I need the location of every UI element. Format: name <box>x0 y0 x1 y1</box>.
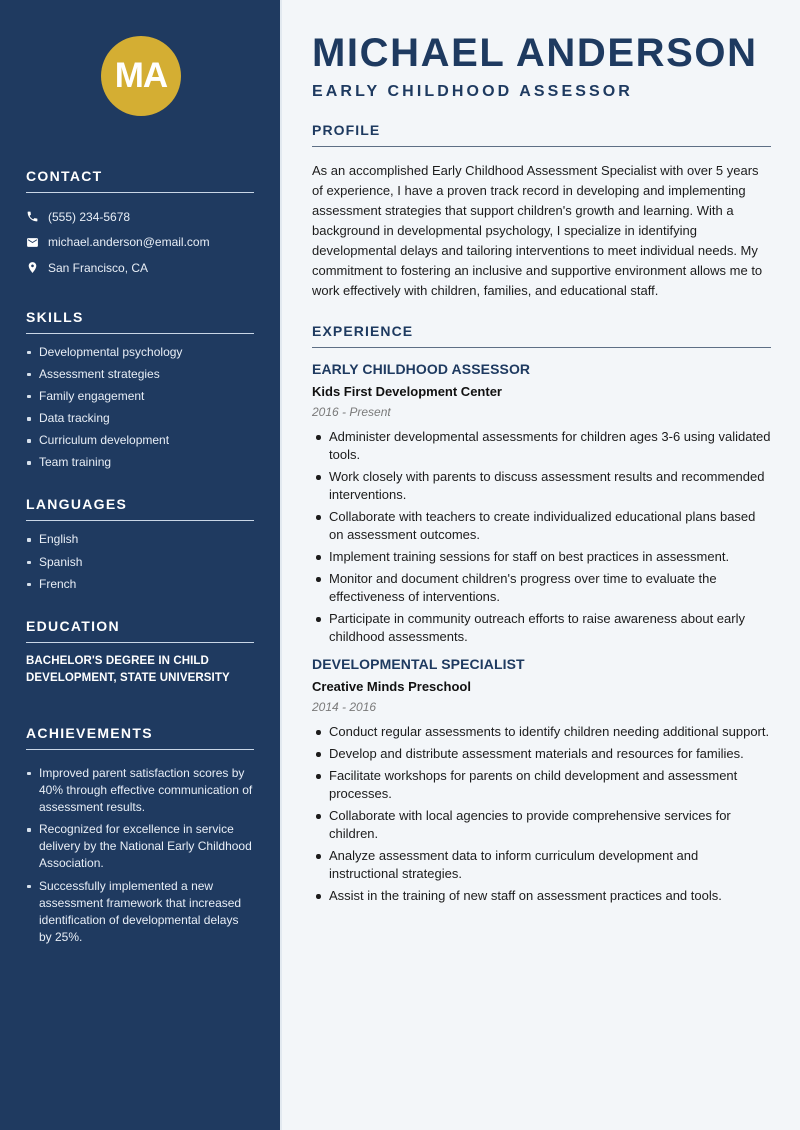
achievement-item: Recognized for excellence in service delivery by the National Early Childhood Association. <box>26 821 254 872</box>
skill-item: Curriculum development <box>26 432 254 449</box>
job-company: Creative Minds Preschool <box>312 679 471 694</box>
avatar-initials: MA <box>114 56 168 95</box>
responsibility-item: Conduct regular assessments to identify children needing additional support. <box>312 723 771 741</box>
sidebar <box>0 0 280 1130</box>
job-dates: 2014 - 2016 <box>312 700 377 714</box>
section-title-skills: SKILLS <box>26 309 254 334</box>
candidate-role: EARLY CHILDHOOD ASSESSOR <box>312 83 633 100</box>
contact-email-text[interactable]: michael.anderson@email.com <box>48 235 210 250</box>
languages-section <box>26 496 254 592</box>
profile-summary: As an accomplished Early Childhood Assessment Specialist with over 5 years of experience, I have a proven track record in developing and implementing assessment strategies that support children's growth and learning. With a background in developmental psychology, I specialize in identifying developmental delays and tailoring interventions to meet individual needs. My commitment to fostering an inclusive and supportive environment allows me to work effectively with children, families, and educational staff. <box>312 163 763 298</box>
section-title-contact: CONTACT <box>26 168 254 193</box>
section-title-experience: EXPERIENCE <box>312 323 771 348</box>
contact-section <box>26 168 254 281</box>
contact-phone-text[interactable]: (555) 234-5678 <box>48 209 131 224</box>
skills-list <box>26 344 254 472</box>
job-title: EARLY CHILDHOOD ASSESSOR <box>312 361 531 377</box>
job-dates: 2016 - Present <box>312 405 391 419</box>
section-title-languages: LANGUAGES <box>26 496 254 521</box>
responsibility-item: Implement training sessions for staff on best practices in assessment. <box>312 548 771 566</box>
responsibility-item: Assist in the training of new staff on assessment practices and tools. <box>312 887 771 905</box>
location-pin-icon <box>26 261 39 274</box>
language-item: French <box>26 576 254 593</box>
responsibility-item: Collaborate with teachers to create individualized educational plans based on assessment outcomes. <box>312 508 771 544</box>
section-title-achievements: ACHIEVEMENTS <box>26 725 254 750</box>
language-item: English <box>26 531 254 548</box>
responsibility-item: Collaborate with local agencies to provide comprehensive services for children. <box>312 807 771 843</box>
achievements-section <box>26 725 254 946</box>
skill-item: Developmental psychology <box>26 344 254 361</box>
achievements-list <box>26 765 254 946</box>
job-company: Kids First Development Center <box>312 384 502 399</box>
language-item: Spanish <box>26 554 254 571</box>
responsibility-item: Facilitate workshops for parents on child development and assessment processes. <box>312 767 771 803</box>
section-title-education: EDUCATION <box>26 618 254 643</box>
contact-email <box>26 230 254 256</box>
responsibility-item: Work closely with parents to discuss assessment results and recommended interventions. <box>312 468 771 504</box>
experience-section <box>312 323 771 905</box>
responsibility-item: Participate in community outreach efforts to raise awareness about early childhood assessments. <box>312 610 771 646</box>
main-content <box>280 0 800 1130</box>
skill-item: Assessment strategies <box>26 366 254 383</box>
responsibility-item: Develop and distribute assessment materials and resources for families. <box>312 745 771 763</box>
job-responsibilities <box>312 723 771 905</box>
job-responsibilities <box>312 428 771 646</box>
contact-list <box>26 204 254 281</box>
responsibility-item: Administer developmental assessments for children ages 3-6 using validated tools. <box>312 428 771 464</box>
job-title: DEVELOPMENTAL SPECIALIST <box>312 656 525 672</box>
skills-section <box>26 309 254 472</box>
profile-section <box>312 122 771 301</box>
skill-item: Family engagement <box>26 388 254 405</box>
contact-phone <box>26 204 254 230</box>
avatar <box>101 36 181 116</box>
responsibility-item: Analyze assessment data to inform curriculum development and instructional strategies. <box>312 847 771 883</box>
email-icon <box>26 236 39 249</box>
job-entry <box>312 655 771 905</box>
achievement-item: Improved parent satisfaction scores by 40% through effective communication of assessment results. <box>26 765 254 816</box>
education-section <box>26 618 254 687</box>
skill-item: Team training <box>26 454 254 471</box>
skill-item: Data tracking <box>26 410 254 427</box>
education-degree: BACHELOR'S DEGREE IN CHILD DEVELOPMENT, STATE UNIVERSITY <box>26 654 230 684</box>
candidate-name: MICHAEL ANDERSON <box>312 31 758 75</box>
phone-icon <box>26 210 39 223</box>
contact-location <box>26 255 254 281</box>
contact-location-text: San Francisco, CA <box>48 260 149 275</box>
responsibility-item: Monitor and document children's progress over time to evaluate the effectiveness of interventions. <box>312 570 771 606</box>
section-title-profile: PROFILE <box>312 122 771 147</box>
job-entry <box>312 360 771 646</box>
achievement-item: Successfully implemented a new assessment framework that increased identification of developmental delays by 25%. <box>26 878 254 946</box>
languages-list <box>26 531 254 592</box>
